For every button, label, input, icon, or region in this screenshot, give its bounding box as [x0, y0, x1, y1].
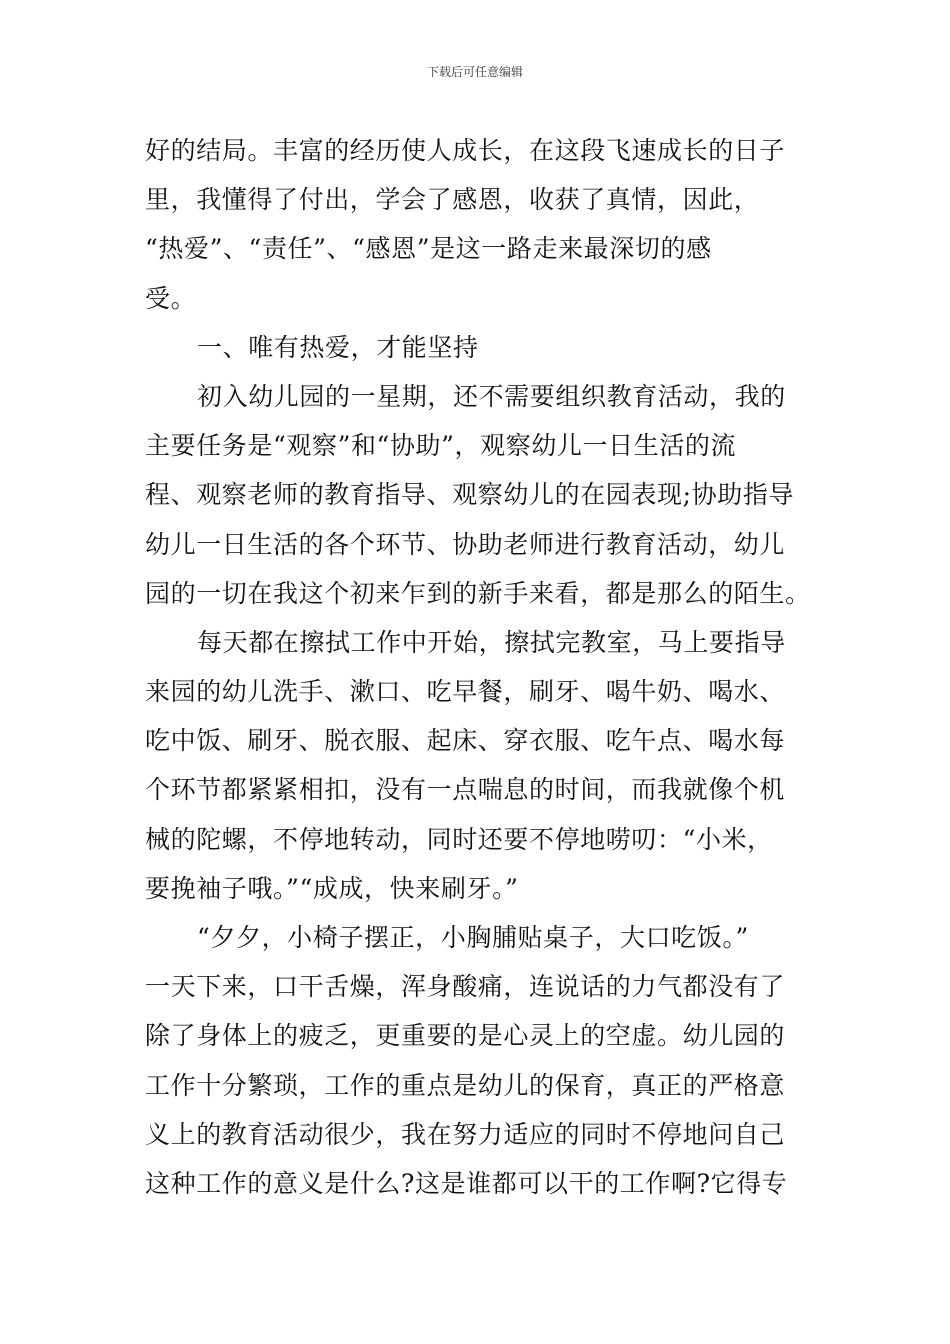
text-line: 要挽袖子哦。”“成成，快来刷牙。” [145, 873, 519, 903]
text-line: 好的结局。丰富的经历使人成长，在这段飞速成长的日子 [145, 136, 786, 165]
paragraph-first-line: “夕夕，小椅子摆正，小胸脯贴桌子，大口吃饭。” [197, 923, 749, 952]
text-line: 一天下来，口干舌燥，浑身酸痛，连说话的力气都没有了 [145, 972, 786, 1002]
document-body [145, 126, 810, 1208]
text-line: 工作十分繁琐，工作的重点是幼儿的保育，真正的严格意 [145, 1070, 786, 1100]
text-line: 个环节都紧紧相扣，没有一点喘息的时间，而我就像个机 [145, 775, 786, 805]
text-line: 来园的幼儿洗手、漱口、吃早餐，刷牙、喝牛奶、喝水、 [145, 677, 786, 707]
text-line: “热爱”、“责任”、“感恩”是这一路走来最深切的感 [145, 234, 712, 264]
text-line: 幼儿一日生活的各个环节、协助老师进行教育活动，幼儿 [145, 529, 786, 559]
text-line: 受。 [145, 283, 197, 313]
text-line: 主要任务是“观察”和“协助”，观察幼儿一日生活的流 [145, 431, 737, 461]
text-line: 械的陀螺，不停地转动，同时还要不停地唠叨：“小米， [145, 824, 773, 854]
text-line: 吃中饭、刷牙、脱衣服、起床、穿衣服、吃午点、喝水每 [145, 726, 786, 756]
paragraph-first-line: 初入幼儿园的一星期，还不需要组织教育活动，我的 [197, 381, 786, 411]
text-line: 除了身体上的疲乏，更重要的是心灵上的空虚。幼儿园的 [145, 1021, 786, 1051]
text-line: 这种工作的意义是什么?这是谁都可以干的工作啊?它得专 [145, 1168, 788, 1198]
paragraph-first-line: 每天都在擦拭工作中开始，擦拭完教室，马上要指导 [197, 627, 786, 657]
text-line: 园的一切在我这个初来乍到的新手来看，都是那么的陌生。 [145, 578, 811, 608]
section-heading: 一、唯有热爱，才能坚持 [197, 332, 479, 362]
text-line: 义上的教育活动很少，我在努力适应的同时不停地问自己 [145, 1119, 786, 1149]
text-line: 程、观察老师的教育指导、观察幼儿的在园表现;协助指导 [145, 480, 795, 510]
text-line: 里，我懂得了付出，学会了感恩，收获了真情，因此， [145, 185, 760, 215]
page-header: 下载后可任意编辑 [426, 65, 523, 79]
